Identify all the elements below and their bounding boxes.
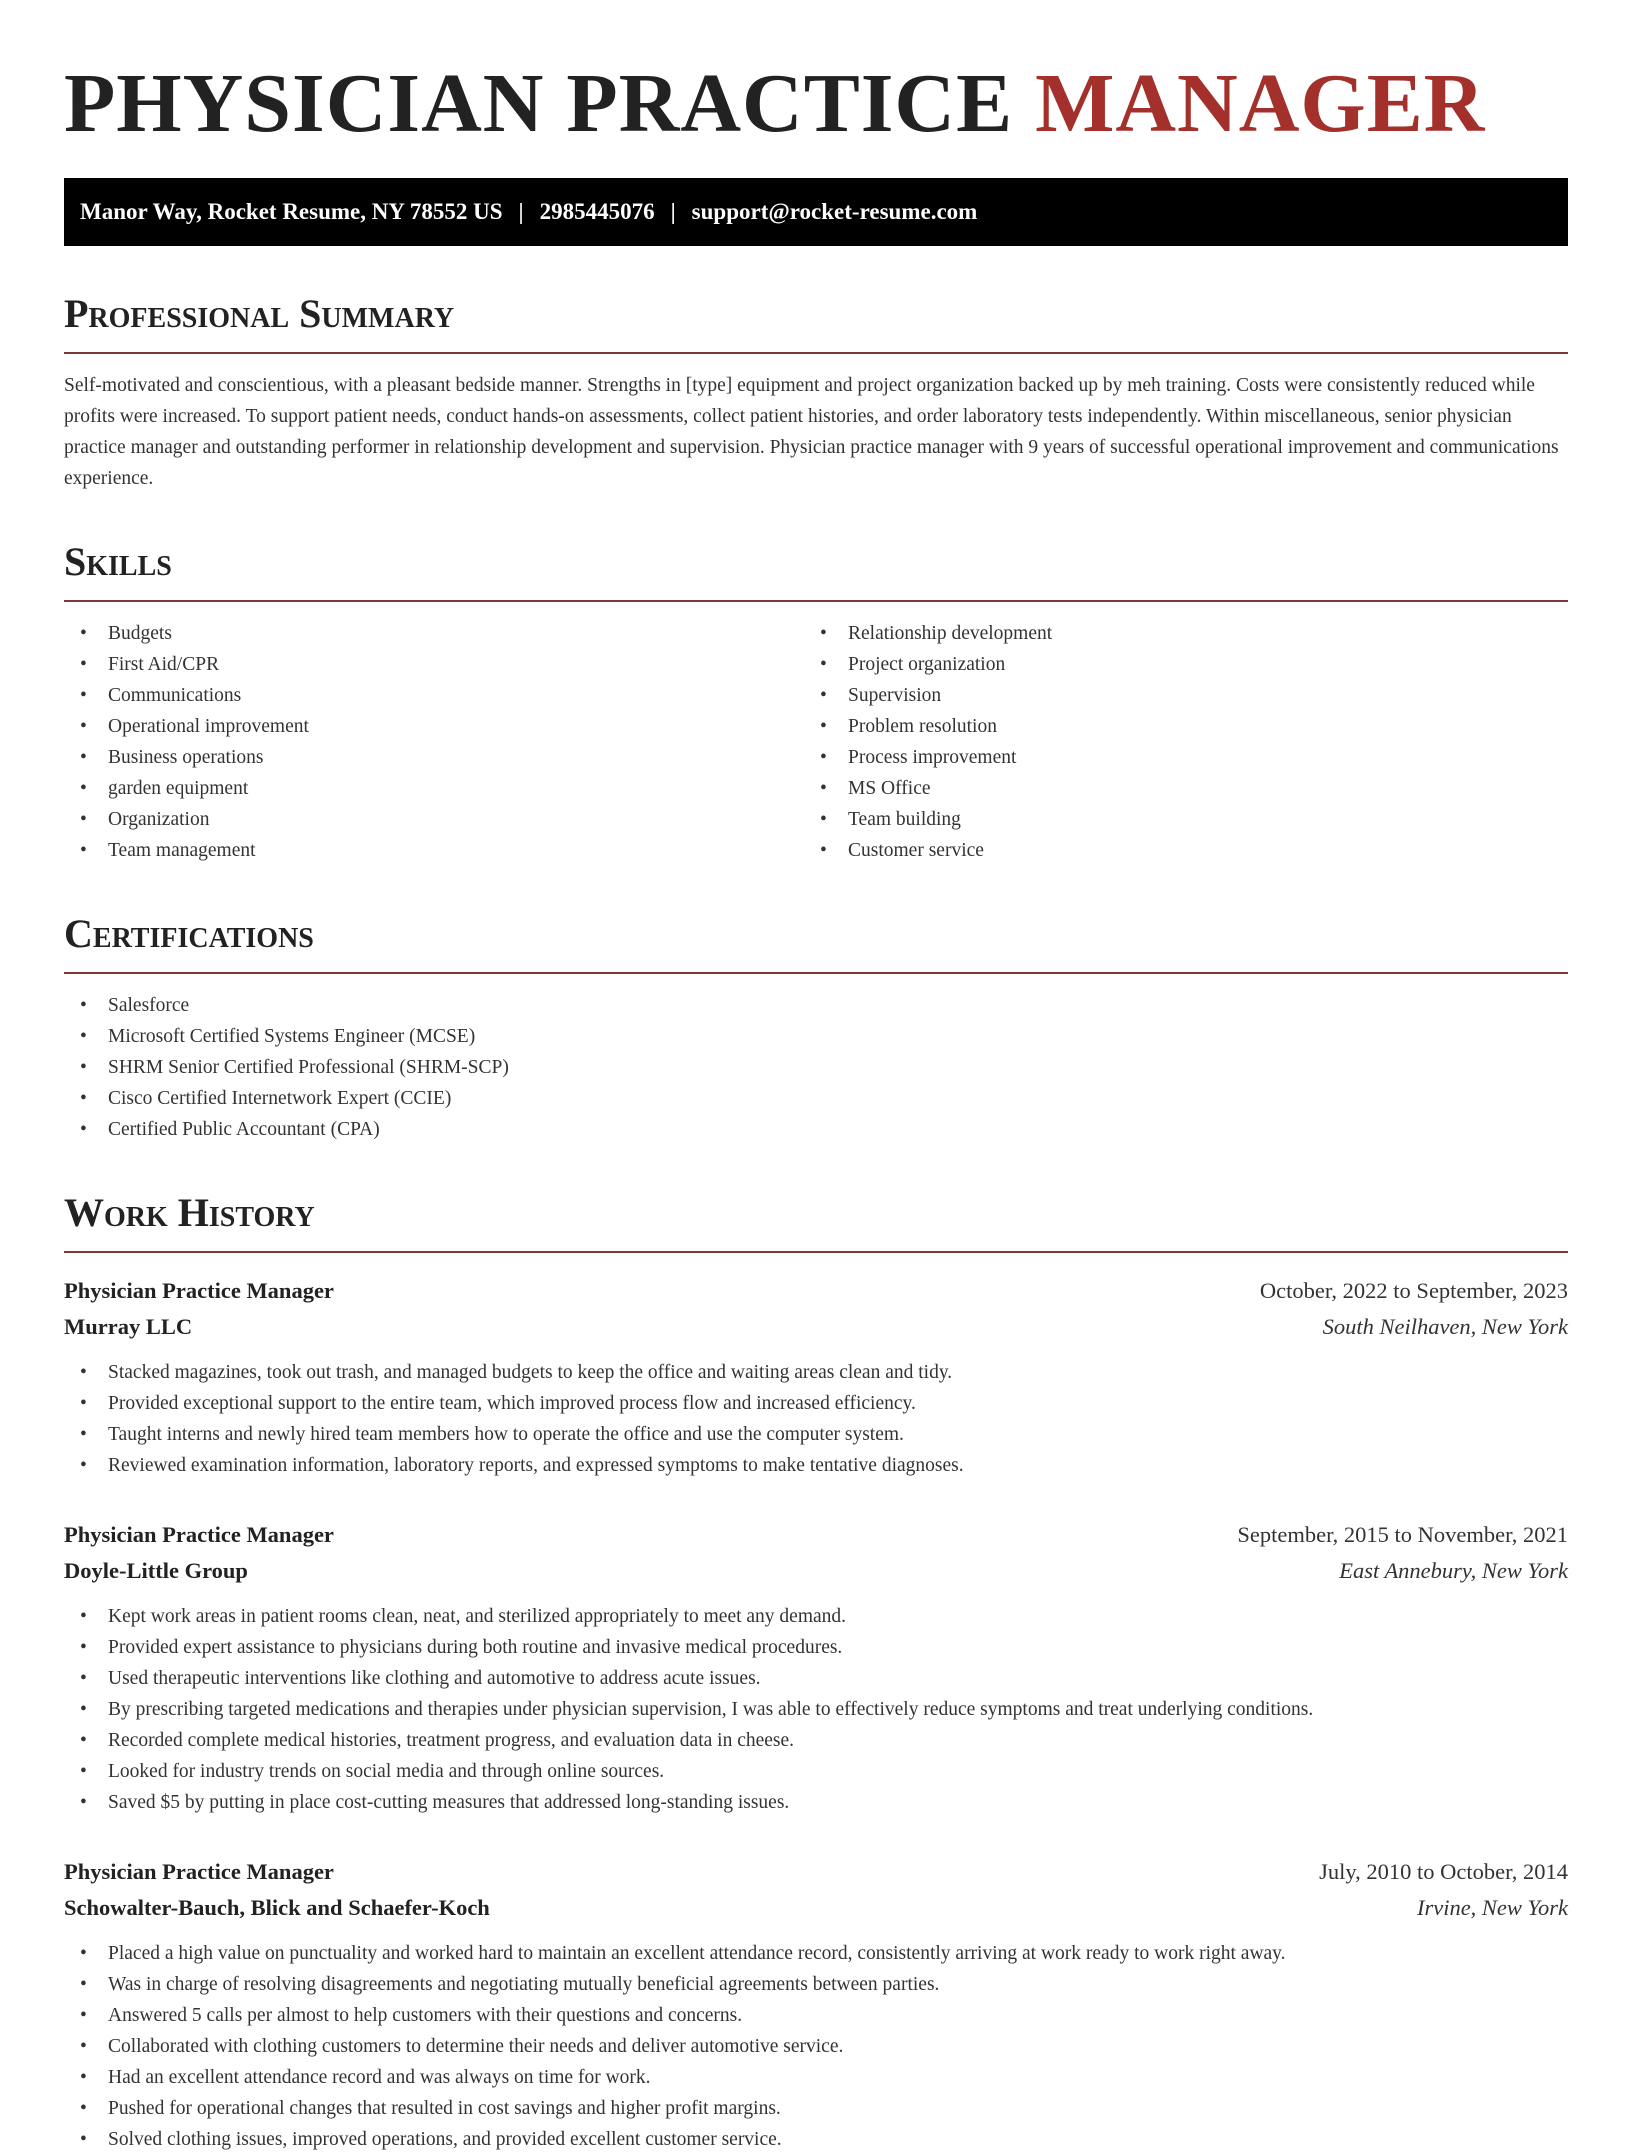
job-location: South Neilhaven, New York <box>1322 1314 1568 1339</box>
work-history-section <box>64 1189 1568 2155</box>
job-location: Irvine, New York <box>1416 1895 1568 1920</box>
resume-title <box>64 0 1568 152</box>
job-dates: July, 2010 to October, 2014 <box>1319 1859 1568 1884</box>
skill-item: • Operational improvement <box>64 711 804 742</box>
skills-grid <box>64 602 1568 866</box>
job-title: Physician Practice Manager <box>64 1859 334 1884</box>
skill-item: • Team building <box>804 804 1544 835</box>
skill-item: • Problem resolution <box>804 711 1544 742</box>
job-company: Schowalter-Bauch, Blick and Schaefer-Koch <box>64 1895 490 1920</box>
skill-item: • Business operations <box>64 742 804 773</box>
skills-list-right <box>804 618 1544 866</box>
skill-item: • Communications <box>64 680 804 711</box>
contact-address: Manor Way, Rocket Resume, NY 78552 US <box>80 199 503 224</box>
skill-item: • Budgets <box>64 618 804 649</box>
section-heading-summary: Professional Summary <box>64 291 455 336</box>
job-bullets <box>64 1601 1568 1818</box>
skills-list-left <box>64 618 804 866</box>
section-heading-work-history: Work History <box>64 1190 315 1235</box>
section-divider <box>64 352 1568 354</box>
job-entry <box>64 1854 1568 2155</box>
job-bullet: • Answered 5 calls per almost to help customers with their questions and concerns. <box>64 2000 1568 2031</box>
job-entry <box>64 1517 1568 1818</box>
job-location: East Annebury, New York <box>1339 1558 1568 1583</box>
job-bullet: • Used therapeutic interventions like clothing and automotive to address acute issues. <box>64 1663 1568 1694</box>
jobs-list <box>64 1273 1568 2155</box>
skill-item: • Relationship development <box>804 618 1544 649</box>
job-bullet: • Provided expert assistance to physicians during both routine and invasive medical procedures. <box>64 1632 1568 1663</box>
job-bullet: • By prescribing targeted medications and therapies under physician supervision, I was able to effectively reduce symptoms and treat underlying conditions. <box>64 1694 1568 1725</box>
job-header-row <box>64 1854 1568 1890</box>
job-bullet: • Taught interns and newly hired team members how to operate the office and use the computer system. <box>64 1419 1568 1450</box>
skill-item: • Supervision <box>804 680 1544 711</box>
section-heading-skills: Skills <box>64 539 172 584</box>
skill-item: • Organization <box>64 804 804 835</box>
contact-separator: | <box>670 199 676 224</box>
job-company-row <box>64 1309 1568 1345</box>
job-bullet: • Recorded complete medical histories, treatment progress, and evaluation data in cheese. <box>64 1725 1568 1756</box>
skill-item: • First Aid/CPR <box>64 649 804 680</box>
title-main: PHYSICIAN PRACTICE <box>64 57 1014 150</box>
job-bullet: • Solved clothing issues, improved operations, and provided excellent customer service. <box>64 2124 1568 2155</box>
job-company: Murray LLC <box>64 1314 193 1339</box>
skill-item: • garden equipment <box>64 773 804 804</box>
skills-section <box>64 538 1568 866</box>
job-bullet: • Provided exceptional support to the entire team, which improved process flow and increased efficiency. <box>64 1388 1568 1419</box>
job-bullet: • Had an excellent attendance record and was always on time for work. <box>64 2062 1568 2093</box>
job-entry <box>64 1273 1568 1481</box>
contact-bar <box>64 178 1568 246</box>
certifications-list <box>64 990 1568 1145</box>
professional-summary-section <box>64 290 1568 494</box>
job-title: Physician Practice Manager <box>64 1522 334 1547</box>
job-bullet: • Collaborated with clothing customers to determine their needs and deliver automotive service. <box>64 2031 1568 2062</box>
job-header-row <box>64 1517 1568 1553</box>
certification-item: • Certified Public Accountant (CPA) <box>64 1114 1568 1145</box>
skill-item: • Customer service <box>804 835 1544 866</box>
title-accent: MANAGER <box>1035 57 1486 150</box>
skill-item: • Team management <box>64 835 804 866</box>
job-title: Physician Practice Manager <box>64 1278 334 1303</box>
job-company: Doyle-Little Group <box>64 1558 248 1583</box>
skill-item: • Process improvement <box>804 742 1544 773</box>
job-bullet: • Stacked magazines, took out trash, and managed budgets to keep the office and waiting areas clean and tidy. <box>64 1357 1568 1388</box>
job-bullet: • Reviewed examination information, laboratory reports, and expressed symptoms to make tentative diagnoses. <box>64 1450 1568 1481</box>
certifications-section <box>64 910 1568 1145</box>
contact-email: support@rocket-resume.com <box>691 199 978 224</box>
job-company-row <box>64 1553 1568 1589</box>
certification-item: • SHRM Senior Certified Professional (SHRM-SCP) <box>64 1052 1568 1083</box>
certification-item: • Cisco Certified Internetwork Expert (CCIE) <box>64 1083 1568 1114</box>
contact-phone: 2985445076 <box>539 199 655 224</box>
certification-item: • Salesforce <box>64 990 1568 1021</box>
job-bullets <box>64 1938 1568 2155</box>
summary-text: Self-motivated and conscientious, with a pleasant bedside manner. Strengths in [type] equipment and project organization backed up by meh training. Costs were consistently reduced while profits were increased. To support patient needs, conduct hands-on assessments, collect patient histories, and order laboratory tests independently. Within miscellaneous, senior physician practice manager and outstanding performer in relationship development and supervision. Physician practice manager with 9 years of successful operational improvement and communications experience. <box>64 375 1559 489</box>
section-divider <box>64 1251 1568 1253</box>
job-dates: October, 2022 to September, 2023 <box>1259 1278 1568 1303</box>
certification-item: • Microsoft Certified Systems Engineer (MCSE) <box>64 1021 1568 1052</box>
job-company-row <box>64 1890 1568 1926</box>
section-divider <box>64 972 1568 974</box>
job-bullets <box>64 1357 1568 1481</box>
job-bullet: • Kept work areas in patient rooms clean, neat, and sterilized appropriately to meet any demand. <box>64 1601 1568 1632</box>
contact-separator: | <box>518 199 524 224</box>
job-bullet: • Saved $5 by putting in place cost-cutting measures that addressed long-standing issues. <box>64 1787 1568 1818</box>
job-bullet: • Pushed for operational changes that resulted in cost savings and higher profit margins. <box>64 2093 1568 2124</box>
job-bullet: • Was in charge of resolving disagreements and negotiating mutually beneficial agreements between parties. <box>64 1969 1568 2000</box>
job-bullet: • Looked for industry trends on social media and through online sources. <box>64 1756 1568 1787</box>
skill-item: • Project organization <box>804 649 1544 680</box>
job-header-row <box>64 1273 1568 1309</box>
job-bullet: • Placed a high value on punctuality and worked hard to maintain an excellent attendance record, consistently arriving at work ready to work right away. <box>64 1938 1568 1969</box>
skill-item: • MS Office <box>804 773 1544 804</box>
job-dates: September, 2015 to November, 2021 <box>1237 1522 1568 1547</box>
section-heading-certifications: Certifications <box>64 911 314 956</box>
